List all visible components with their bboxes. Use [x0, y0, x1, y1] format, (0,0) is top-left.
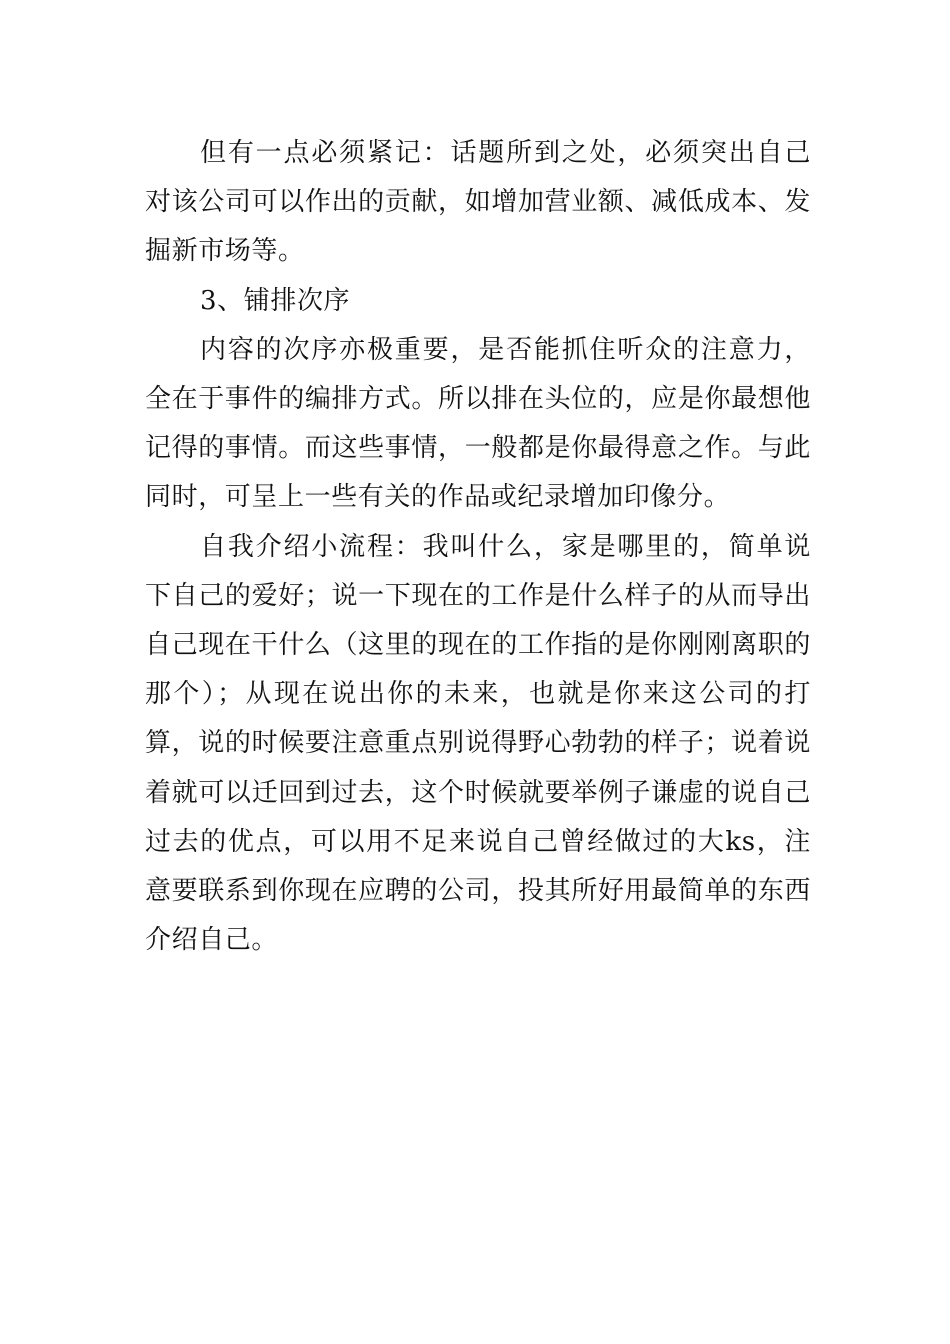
document-body	[145, 129, 811, 965]
section-heading-ordering: 3、铺排次序	[200, 285, 351, 316]
paragraph-contribution: 但有一点必须紧记：话题所到之处，必须突出自己对该公司可以作出的贡献，如增加营业额、减低成本、发掘新市场等。	[145, 138, 811, 267]
paragraph-self-intro-flow: 自我介绍小流程：我叫什么，家是哪里的，简单说下自己的爱好；说一下现在的工作是什么样子的从而导出自己现在干什么（这里的现在的工作指的是你刚刚离职的那个）；从现在说出你的未来，也就是你来这公司的打算，说的时候要注意重点别说得野心勃勃的样子；说着说着就可以迁回到过去，这个时候就要举例子谦虚的说自己过去的优点，可以用不足来说自己曾经做过的大ks，注意要联系到你现在应聘的公司，投其所好用最简单的东西介绍自己。	[145, 531, 811, 956]
paragraph-content-order: 内容的次序亦极重要，是否能抓住听众的注意力，全在于事件的编排方式。所以排在头位的，应是你最想他记得的事情。而这些事情，一般都是你最得意之作。与此同时，可呈上一些有关的作品或纪录增加印像分。	[145, 334, 811, 513]
